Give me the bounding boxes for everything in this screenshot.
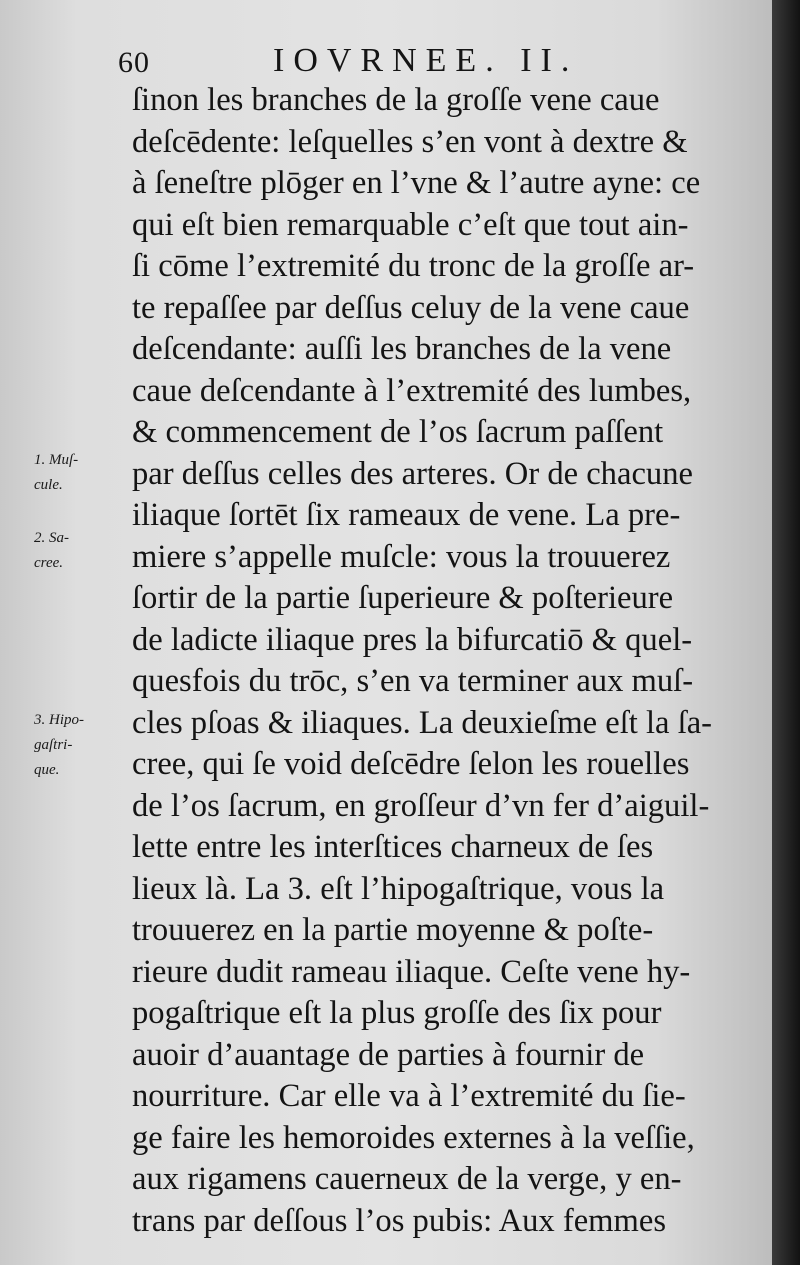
text-line: de ladicte iliaque pres la bifurcatiō & quel- bbox=[132, 621, 693, 658]
text-line: ſortir de la partie ſuperieure & poſterieure bbox=[132, 580, 674, 616]
text-line: iliaque ſortēt ſix rameaux de vene. La pre- bbox=[132, 497, 681, 533]
text-line: miere s’appelle muſcle: vous la trouuerez bbox=[132, 538, 671, 575]
running-head-title: IOVRNEE. II. bbox=[273, 42, 579, 79]
text-line: deſcendante: auſſi les branches de la vene bbox=[132, 331, 672, 367]
text-line: à ſeneſtre plōger en l’vne & l’autre ayne: ce bbox=[132, 165, 701, 201]
page-number: 60 bbox=[118, 46, 150, 79]
margin-note-sacree bbox=[34, 526, 126, 576]
text-line: te repaſſee par deſſus celuy de la vene caue bbox=[132, 289, 690, 326]
text-line: lette entre les interſtices charneux de ſes bbox=[132, 829, 654, 865]
text-line: auoir d’auantage de parties à fournir de bbox=[132, 1036, 645, 1073]
text-line: & commencement de l’os ſacrum paſſent bbox=[132, 414, 664, 450]
margin-note-line: 3. Hipo- bbox=[34, 712, 84, 728]
text-line: caue deſcendante à l’extremité des lumbes, bbox=[132, 372, 692, 409]
text-line: lieux là. La 3. eſt l’hipogaſtrique, vous la bbox=[132, 870, 665, 907]
margin-note-line: cree. bbox=[34, 555, 64, 571]
text-line: nourriture. Car elle va à l’extremité du ſie- bbox=[132, 1078, 686, 1114]
text-line: pogaſtrique eſt la plus groſſe des ſix pour bbox=[132, 995, 662, 1031]
text-line: deſcēdente: leſquelles s’en vont à dextre & bbox=[132, 123, 688, 160]
text-line: ge faire les hemoroides externes à la veſſie, bbox=[132, 1119, 695, 1156]
text-line: rieure dudit rameau iliaque. Ceſte vene hy- bbox=[132, 953, 691, 990]
text-line: cles pſoas & iliaques. La deuxieſme eſt la ſa- bbox=[132, 704, 713, 741]
text-line: aux rigamens cauerneux de la verge, y en- bbox=[132, 1161, 682, 1197]
text-line: de l’os ſacrum, en groſſeur d’vn fer d’aiguil- bbox=[132, 787, 710, 824]
text-line: trouuerez en la partie moyenne & poſte- bbox=[132, 912, 654, 948]
text-line: qui eſt bien remarquable c’eſt que tout ain- bbox=[132, 206, 689, 243]
margin-note-line: 2. Sa- bbox=[34, 530, 69, 546]
margin-note-hipogastrique bbox=[34, 708, 126, 783]
margin-note-line: que. bbox=[34, 762, 60, 778]
page-edge bbox=[772, 0, 800, 1265]
text-line: quesfois du trōc, s’en va terminer aux muſ- bbox=[132, 663, 694, 699]
text-line: ſi cōme l’extremité du tronc de la groſſe ar- bbox=[132, 248, 695, 284]
body-text bbox=[132, 80, 772, 1242]
text-line: ſinon les branches de la groſſe vene caue bbox=[132, 82, 660, 118]
text-line: cree, qui ſe void deſcēdre ſelon les rouelles bbox=[132, 746, 690, 782]
text-line: par deſſus celles des arteres. Or de chacune bbox=[132, 455, 693, 492]
margin-note-muscle bbox=[34, 448, 126, 498]
text-line: trans par deſſous l’os pubis: Aux femmes bbox=[132, 1202, 667, 1239]
margin-note-line: 1. Muſ- bbox=[34, 452, 79, 468]
margin-note-line: gaſtri- bbox=[34, 737, 73, 753]
margin-note-line: cule. bbox=[34, 477, 63, 493]
